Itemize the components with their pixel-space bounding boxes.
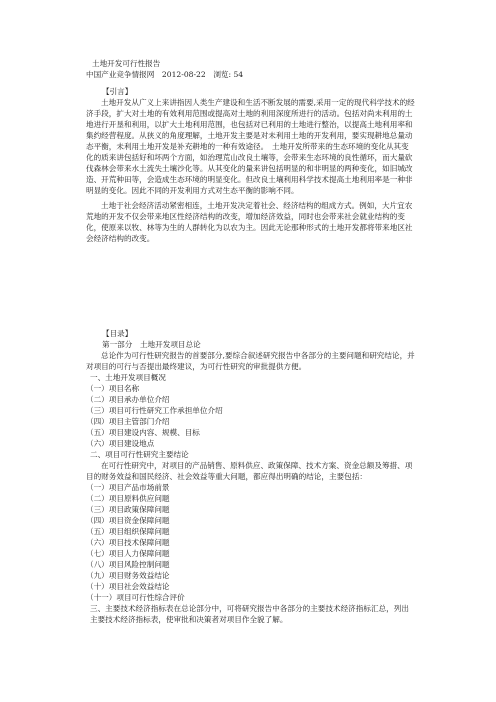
list-item: （二）项目承办单位介绍 bbox=[86, 395, 170, 404]
section-2-heading: 二、项目可行性研究主要结论 bbox=[90, 450, 189, 459]
list-item: （三）项目政策保障问题 bbox=[86, 505, 170, 514]
list-item: （三）项目可行性研究工作承担单位介绍 bbox=[86, 406, 223, 415]
list-item: （一）项目产品市场前景 bbox=[86, 483, 170, 492]
list-item: （一）项目名称 bbox=[86, 384, 140, 393]
section-2-list bbox=[86, 482, 416, 603]
section-3-text: 三、主要技术经济指标表在总论部分中，可将研究报告中各部分的主要技术经济指标汇总，列出主要技术经济指标表，使审批和决策者对项目作全貌了解。 bbox=[90, 604, 409, 624]
section-2-intro: 在可行性研究中，对项目的产品销售、原料供应、政策保障、技术方案、资金总额及筹措、项目的财务效益和国民经济、社会效益等重大问题，都应得出明确的结论，主要包括： bbox=[86, 461, 413, 481]
list-item: （二）项目原料供应问题 bbox=[86, 494, 170, 503]
list-item: （八）项目风险控制问题 bbox=[86, 560, 170, 569]
list-item: （五）项目建设内容、规模、目标 bbox=[86, 428, 200, 437]
part-1-intro: 总论作为可行性研究报告的首要部分,要综合叙述研究报告中各部分的主要问题和研究结论，并对项目的可行与否提出最终建议，为可行性研究的审批提供方便。 bbox=[86, 351, 415, 371]
list-item: （十）项目社会效益结论 bbox=[86, 582, 170, 591]
preface-heading: 【引言】 bbox=[102, 87, 133, 96]
document-title: 土地开发可行性报告 bbox=[92, 59, 161, 68]
preface-section bbox=[86, 86, 416, 244]
toc-section bbox=[86, 328, 416, 625]
header-block bbox=[86, 58, 416, 80]
toc-heading: 【目录】 bbox=[102, 329, 133, 338]
list-item: （六）项目建设地点 bbox=[86, 439, 155, 448]
document-meta: 中国产业竞争情报网 2012-08-22 浏览: 54 bbox=[86, 70, 244, 79]
list-item: （七）项目人力保障问题 bbox=[86, 549, 170, 558]
section-1-heading: 一、土地开发项目概况 bbox=[90, 373, 166, 382]
part-1-heading: 第一部分 土地开发项目总论 bbox=[102, 340, 201, 349]
section-1-list bbox=[86, 383, 416, 449]
preface-paragraph-2: 土地于社会经济活动紧密相连，土地开发决定着社会、经济结构的组成方式。例如，大片宜农荒地的开发不仅会带来地区性经济结构的改变，增加经济效益，同时也会带来社会就业结构的变化，使原来以牧、林等为生的人群转化为以农为主。因此无论那种形式的土地开发都将带来地区社会经济结构的改变。 bbox=[86, 201, 413, 243]
list-item: （十一）项目可行性综合评价 bbox=[86, 593, 185, 602]
list-item: （四）项目主管部门介绍 bbox=[86, 417, 170, 426]
preface-paragraph-1: 土地开发从广义上来讲指因人类生产建设和生活不断发展的需要,采用一定的现代科学技术的经济手段，扩大对土地的有效利用范围或提高对土地的利用深度所进行的活动。包括对尚未利用的土地进行开垦和利用，以扩大土地利用范围，也包括对已利用的土地进行整治，以提高土地利用率和集约经营程度。从狭义的角度理解，土地开发主要是对未利用土地的开发利用，要实现耕地总量动态平衡，未利用土地开发是补充耕地的一种有效途径。 土地开发所带来的生态环境的变化从其变化的质来讲包括好和坏两个方面，如治理荒山改良土壤等，会带来生态环境的良性循环，而大量砍伐森林会带来水土流失土壤沙化等。从其变化的量来讲包括明显的和非明显的两种变化，如旧城改造、开荒种田等，会造成生态环境的明显变化。但改良土壤利用科学技术提高土地利用率是一种非明显的变化。因此不同的开发利用方式对生态平衡的影响不同。 bbox=[86, 98, 415, 195]
list-item: （九）项目财务效益结论 bbox=[86, 571, 170, 580]
list-item: （五）项目组织保障问题 bbox=[86, 527, 170, 536]
list-item: （四）项目资金保障问题 bbox=[86, 516, 170, 525]
list-item: （六）项目技术保障问题 bbox=[86, 538, 170, 547]
